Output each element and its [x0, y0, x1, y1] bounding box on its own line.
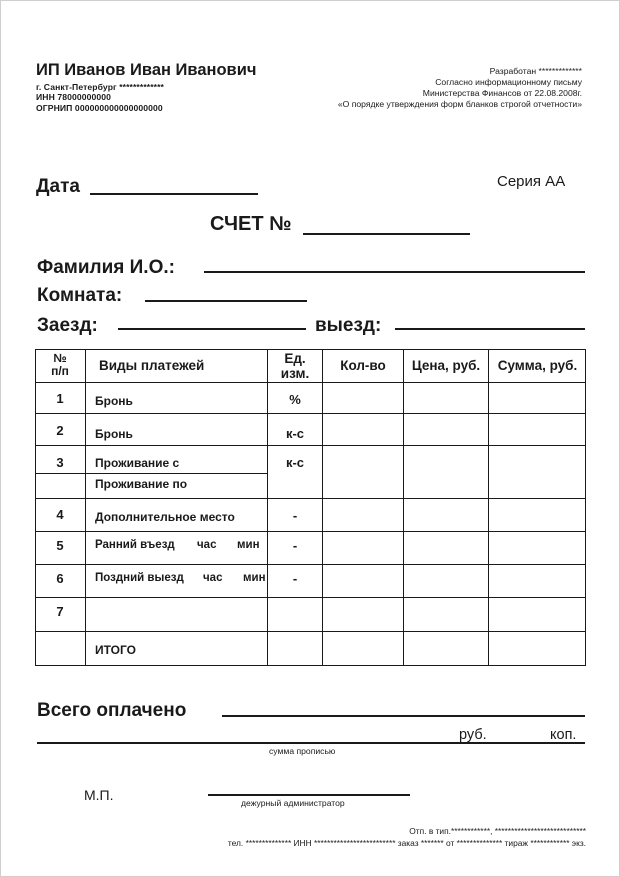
invoice-title: СЧЕТ № [210, 213, 292, 235]
room-field-line[interactable] [145, 300, 307, 302]
issuer-inn: ИНН 78000000000 [36, 92, 112, 102]
date-field-line[interactable] [90, 193, 258, 195]
row-2-label: Бронь [95, 427, 133, 441]
row-1-label: Бронь [95, 394, 133, 408]
row-3-number: 3 [56, 455, 64, 470]
stamp-label: М.П. [84, 787, 114, 803]
approval-line-1: Согласно информационному письму [435, 77, 582, 87]
name-label: Фамилия И.О.: [37, 257, 175, 278]
row-6-label: Поздний выезд [95, 572, 184, 584]
row-5-unit: - [292, 538, 298, 553]
row-1-unit: % [289, 392, 301, 407]
issuer-ogrnip: ОГРНИП 000000000000000000 [36, 103, 163, 113]
footer-line-2: тел. ************** ИНН ************************* заказ ******* от ************** тираж ************ экз. [227, 838, 586, 848]
row-6-number: 6 [56, 571, 64, 586]
name-field-line[interactable] [204, 271, 585, 273]
series-label: Серия АА [497, 173, 566, 190]
room-label: Комната: [37, 285, 123, 306]
issuer-city: г. Санкт-Петербург ************* [36, 82, 164, 92]
invoice-number-line[interactable] [303, 233, 470, 235]
row-3-label-2: Проживание по [95, 477, 188, 491]
amount-in-words-caption: сумма прописью [269, 746, 336, 756]
row-7-number: 7 [56, 604, 64, 619]
header-type: Виды платежей [99, 358, 205, 373]
row-4-label: Дополнительное место [95, 510, 235, 524]
row-6-unit: - [292, 571, 298, 586]
header-unit: Ед. изм. [280, 351, 310, 381]
amount-in-words-line[interactable] [37, 742, 585, 744]
row-5-number: 5 [56, 538, 64, 553]
paid-total-line[interactable] [222, 715, 585, 717]
checkin-label: Заезд: [37, 315, 98, 336]
row-2-number: 2 [56, 423, 64, 438]
row-5-hours: час [197, 539, 217, 551]
header-sum: Сумма, руб. [497, 358, 578, 373]
checkout-field-line[interactable] [395, 328, 585, 330]
developed-note: Разработан ************* [489, 66, 582, 76]
row-4-number: 4 [56, 507, 64, 522]
row-5-minutes: мин [237, 539, 260, 551]
row-6-minutes: мин [243, 572, 266, 584]
row-4-unit: - [292, 508, 298, 523]
checkout-label: выезд: [315, 315, 382, 336]
row-3-unit: к-с [285, 455, 305, 470]
paid-total-label: Всего оплачено [37, 700, 187, 721]
payments-table [35, 349, 586, 667]
kop-label: коп. [550, 727, 577, 743]
rub-label: руб. [459, 727, 487, 743]
total-row-label: ИТОГО [95, 643, 136, 657]
admin-caption: дежурный администратор [241, 798, 345, 808]
row-6-hours: час [203, 572, 223, 584]
approval-line-3: «О порядке утверждения форм бланков строгой отчетности» [337, 99, 582, 109]
footer-line-1: Отп. в тип.************, **************************** [409, 826, 586, 836]
row-1-number: 1 [56, 391, 64, 406]
date-label: Дата [36, 176, 80, 197]
header-num: № п/п [51, 351, 69, 378]
row-3-label: Проживание с [95, 456, 180, 470]
row-2-unit: к-с [285, 426, 305, 441]
checkin-field-line[interactable] [118, 328, 306, 330]
approval-line-2: Министерства Финансов от 22.08.2008г. [422, 88, 582, 98]
row-5-label: Ранний въезд [95, 539, 175, 551]
issuer-name: ИП Иванов Иван Иванович [36, 61, 257, 79]
header-price: Цена, руб. [411, 358, 481, 373]
header-qty: Кол-во [340, 358, 386, 373]
admin-signature-line[interactable] [208, 794, 410, 796]
